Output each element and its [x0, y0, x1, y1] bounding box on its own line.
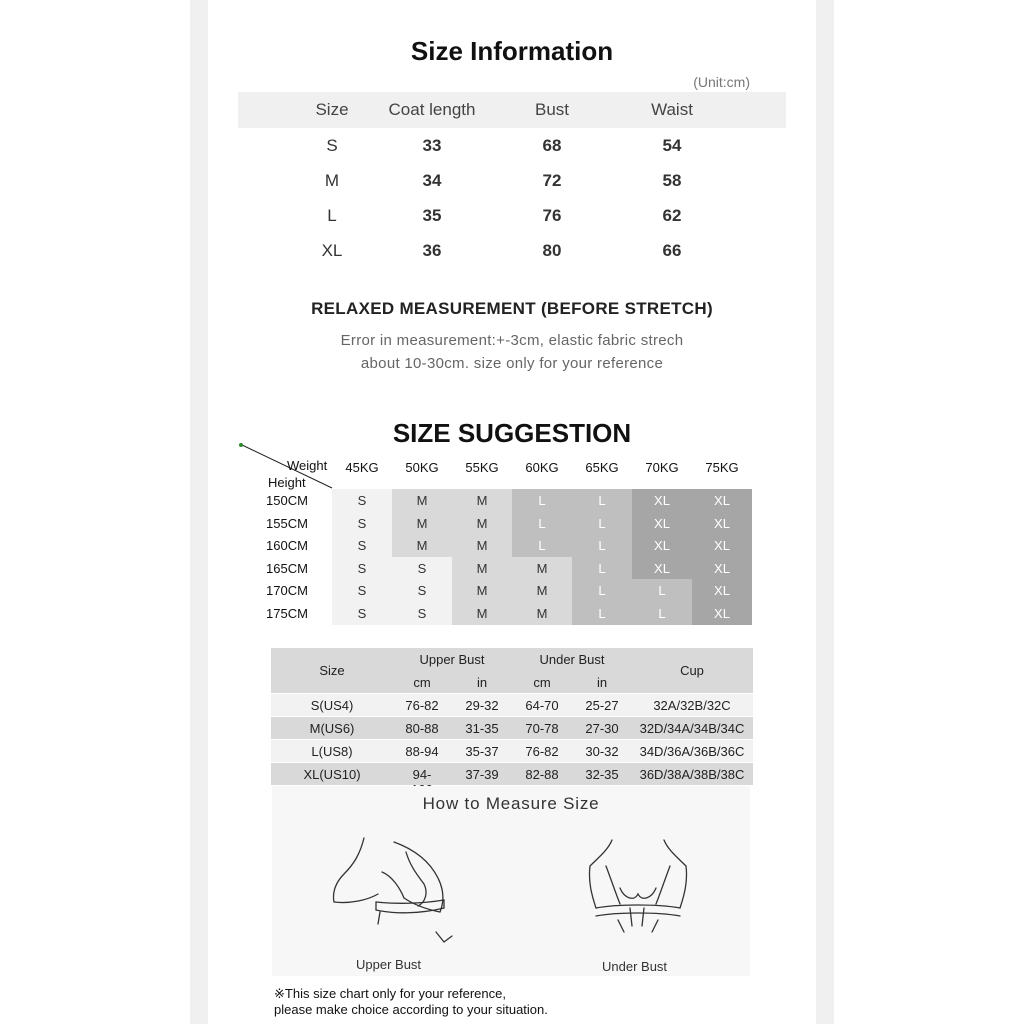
measure-title: How to Measure Size [422, 794, 600, 813]
weight-column-header: 50KG [405, 460, 439, 475]
weight-column-header: 45KG [345, 460, 379, 475]
size-suggestion-cell: XL [692, 602, 752, 625]
size-suggestion-cell: S [332, 489, 392, 512]
upper-bust-header: Upper Bust [419, 652, 485, 667]
size-table-header-cell: Bust [534, 100, 570, 119]
height-row-header: 170CM [266, 583, 308, 599]
weight-column-header: 75KG [705, 460, 739, 475]
size-table-cell: 54 [662, 136, 682, 155]
bra-table-cell: 32-35 [585, 767, 619, 782]
size-suggestion-cell: S [392, 602, 452, 625]
height-row-header: 160CM [266, 538, 308, 554]
disclaimer-line-1: ※This size chart only for your reference, [274, 986, 506, 1001]
bra-table-cell: 88-94 [405, 744, 439, 759]
size-suggestion-cell: M [452, 489, 512, 512]
size-suggestion-cell: XL [632, 489, 692, 512]
size-table-header-cell: Waist [651, 100, 693, 119]
bra-size-header: Size [319, 663, 345, 678]
size-table-cell: 76 [542, 206, 562, 225]
size-suggestion-cell: M [452, 602, 512, 625]
size-table-cell: S [326, 136, 338, 155]
size-suggestion-cell: XL [632, 557, 692, 580]
size-table-cell: 36 [422, 241, 442, 260]
size-suggestion-cell: L [632, 602, 692, 625]
disclaimer-line-2: please make choice according to your situation. [274, 1002, 548, 1017]
size-suggestion-cell: S [392, 557, 452, 580]
under-bust-label: Under Bust [602, 959, 668, 974]
size-table-cell: 66 [662, 241, 682, 260]
size-suggestion-cell: L [572, 534, 632, 557]
bra-table-cell: 30-32 [585, 744, 619, 759]
size-table-cell: M [324, 171, 340, 190]
bra-table-cell: 35-37 [465, 744, 499, 759]
size-table-cell: 35 [422, 206, 442, 225]
size-suggestion-cell: M [452, 579, 512, 602]
size-suggestion-cell: M [392, 534, 452, 557]
size-suggestion-cell: M [452, 534, 512, 557]
left-margin-bar [190, 0, 208, 1024]
size-suggestion-cell: L [572, 579, 632, 602]
bra-table-cell: 36D/38A/38B/38C [639, 767, 745, 782]
upper-in-header: in [476, 675, 488, 690]
bra-table-cell: 80-88 [405, 721, 439, 736]
size-suggestion-cell: L [512, 489, 572, 512]
note-line-2: about 10-30cm. size only for your reference [360, 355, 664, 372]
size-suggestion-cell: XL [632, 534, 692, 557]
size-suggestion-cell: S [332, 579, 392, 602]
unit-label: (Unit:cm) [693, 74, 750, 90]
size-suggestion-cell: L [572, 557, 632, 580]
size-table-header-cell: Coat length [388, 100, 476, 119]
size-suggestion-cell: XL [692, 557, 752, 580]
weight-column-header: 55KG [465, 460, 499, 475]
bra-table-cell: 32D/34A/34B/34C [639, 721, 745, 736]
bra-table-cell: 25-27 [585, 698, 619, 713]
weight-column-header: 65KG [585, 460, 619, 475]
bra-table-cell: 76-82 [525, 744, 559, 759]
size-suggestion-cell: L [512, 512, 572, 535]
weight-column-header: 60KG [525, 460, 559, 475]
weight-column-header: 70KG [645, 460, 679, 475]
size-table-cell: XL [321, 241, 343, 260]
size-table-cell: 34 [422, 171, 442, 190]
size-table-cell: 80 [542, 241, 562, 260]
size-info-title: Size Information [410, 36, 614, 66]
size-table-header-cell: Size [315, 100, 349, 119]
size-suggestion-cell: L [572, 512, 632, 535]
height-row-header: 165CM [266, 560, 308, 576]
bra-table-cell: 34D/36A/36B/36C [639, 744, 745, 759]
under-cm-header: cm [533, 675, 551, 690]
bra-table-cell: 82-88 [525, 767, 559, 782]
size-suggestion-title: SIZE SUGGESTION [392, 418, 632, 448]
height-row-header: 155CM [266, 515, 308, 531]
size-suggestion-cell: M [512, 557, 572, 580]
upper-bust-label: Upper Bust [356, 957, 422, 972]
upper-cm-header: cm [413, 675, 431, 690]
size-table-cell: L [327, 206, 337, 225]
height-row-header: 175CM [266, 606, 308, 621]
size-suggestion-cell: XL [692, 579, 752, 602]
size-suggestion-cell: M [392, 512, 452, 535]
size-suggestion-cell: XL [692, 534, 752, 557]
size-suggestion-cell: M [512, 579, 572, 602]
bra-table-cell: 70-78 [525, 721, 559, 736]
size-table-cell: 72 [542, 171, 562, 190]
size-suggestion-cell: S [332, 512, 392, 535]
size-suggestion-cell: XL [692, 489, 752, 512]
under-bust-illustration [578, 836, 698, 961]
bra-table-cell: XL(US10) [303, 767, 361, 782]
bra-table-cell: 27-30 [585, 721, 619, 736]
right-margin-bar [816, 0, 834, 1024]
bra-table-cell: 29-32 [465, 698, 499, 713]
size-suggestion-cell: L [512, 534, 572, 557]
size-suggestion-cell: S [332, 602, 392, 625]
weight-axis-label: Weight [287, 458, 328, 473]
size-suggestion-cell: M [392, 489, 452, 512]
bra-table-cell: 31-35 [465, 721, 499, 736]
size-table-cell: 68 [542, 136, 562, 155]
upper-bust-illustration [320, 832, 460, 957]
bra-table-cell: 37-39 [465, 767, 499, 782]
size-table-cell: 62 [662, 206, 682, 225]
bra-table-cell: 76-82 [405, 698, 439, 713]
note-line-1: Error in measurement:+-3cm, elastic fabric strech [340, 332, 684, 349]
size-suggestion-cell: S [332, 557, 392, 580]
size-table-cell: 33 [422, 136, 442, 155]
height-axis-label: Height [268, 475, 306, 490]
under-bust-header: Under Bust [539, 652, 605, 667]
size-suggestion-cell: M [452, 512, 512, 535]
size-suggestion-cell: S [392, 579, 452, 602]
size-table-cell: 58 [662, 171, 682, 190]
size-suggestion-cell: L [632, 579, 692, 602]
bra-table-cell: L(US8) [311, 744, 353, 759]
under-in-header: in [596, 675, 608, 690]
size-suggestion-cell: XL [692, 512, 752, 535]
size-suggestion-cell: S [332, 534, 392, 557]
bra-table-cell: 64-70 [525, 698, 559, 713]
bra-table-cell: 32A/32B/32C [653, 698, 731, 713]
size-suggestion-cell: L [572, 602, 632, 625]
bra-table-cell: 94- [412, 767, 432, 782]
bra-table-cell: M(US6) [309, 721, 355, 736]
size-suggestion-cell: M [452, 557, 512, 580]
height-row-header: 150CM [266, 493, 308, 508]
size-suggestion-cell: M [512, 602, 572, 625]
bra-table-cell: S(US4) [310, 698, 354, 713]
relaxed-heading: RELAXED MEASUREMENT (BEFORE STRETCH) [311, 299, 713, 318]
size-suggestion-cell: XL [632, 512, 692, 535]
cup-header: Cup [680, 663, 704, 678]
size-suggestion-cell: L [572, 489, 632, 512]
